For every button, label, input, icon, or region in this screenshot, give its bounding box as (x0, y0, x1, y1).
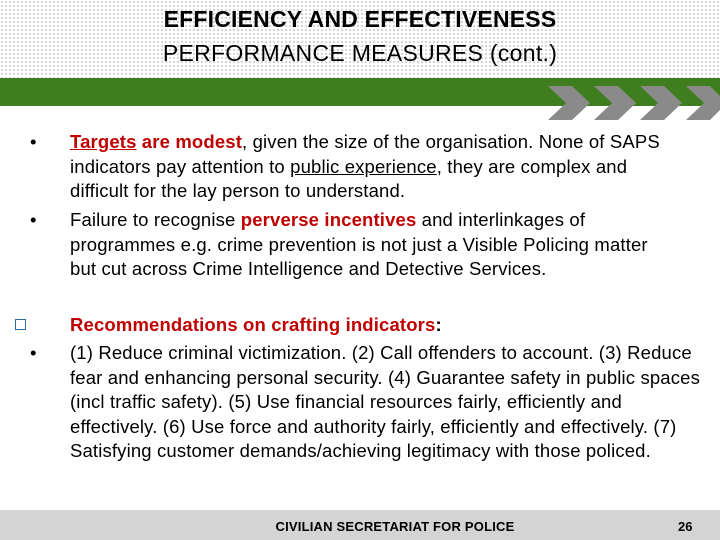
bullet-text: , given the size of the organisation. None of SAPS indicators pay attention to (70, 131, 660, 177)
bullet-perverse-incentives (30, 208, 670, 282)
bullet-text: , they are complex and difficult for the lay person to understand. (70, 155, 628, 201)
recommendations-heading (70, 313, 670, 338)
public-experience-text: public experience (290, 155, 437, 177)
bullet-text: Failure to recognise (70, 209, 241, 230)
bullet-dot: • (30, 131, 37, 152)
slide-title: EFFICIENCY AND EFFECTIVENESS (163, 6, 557, 32)
checkbox-bullet-icon (15, 319, 26, 330)
heading-colon: : (435, 314, 442, 335)
perverse-incentives-keyword: perverse incentives (240, 209, 417, 230)
slide-subtitle: PERFORMANCE MEASURES (cont.) (162, 40, 558, 66)
bullet-dot: • (30, 342, 37, 363)
targets-keyword: Targets (70, 131, 137, 152)
bullet-dot: • (30, 209, 37, 230)
modest-keyword: are modest (136, 131, 243, 152)
bullet-text: and interlinkages of programmes e.g. crime prevention is not just a Visible Policing matter but cut across Crime Intelligence and Detective Services. (70, 209, 648, 279)
recommendations-text: (1) Reduce criminal victimization. (2) Call offenders to account. (3) Reduce fear and enhancing personal security. (4) Guarantee safety in public spaces (incl traffic safety). (5) Use financial resources fairly, efficiently and effectively. (6) Use force and authority fairly, efficiently and effectively. (7) Satisfying customer demands/achieving legitimacy with those policed. (70, 342, 700, 461)
recommendations-heading-text: Recommendations on crafting indicators (70, 314, 436, 335)
bullet-targets (30, 130, 670, 204)
footer-organisation: CIVILIAN SECRETARIAT FOR POLICE (275, 519, 515, 534)
bullet-recommendations-list (30, 341, 710, 464)
page-number: 26 (678, 519, 693, 534)
